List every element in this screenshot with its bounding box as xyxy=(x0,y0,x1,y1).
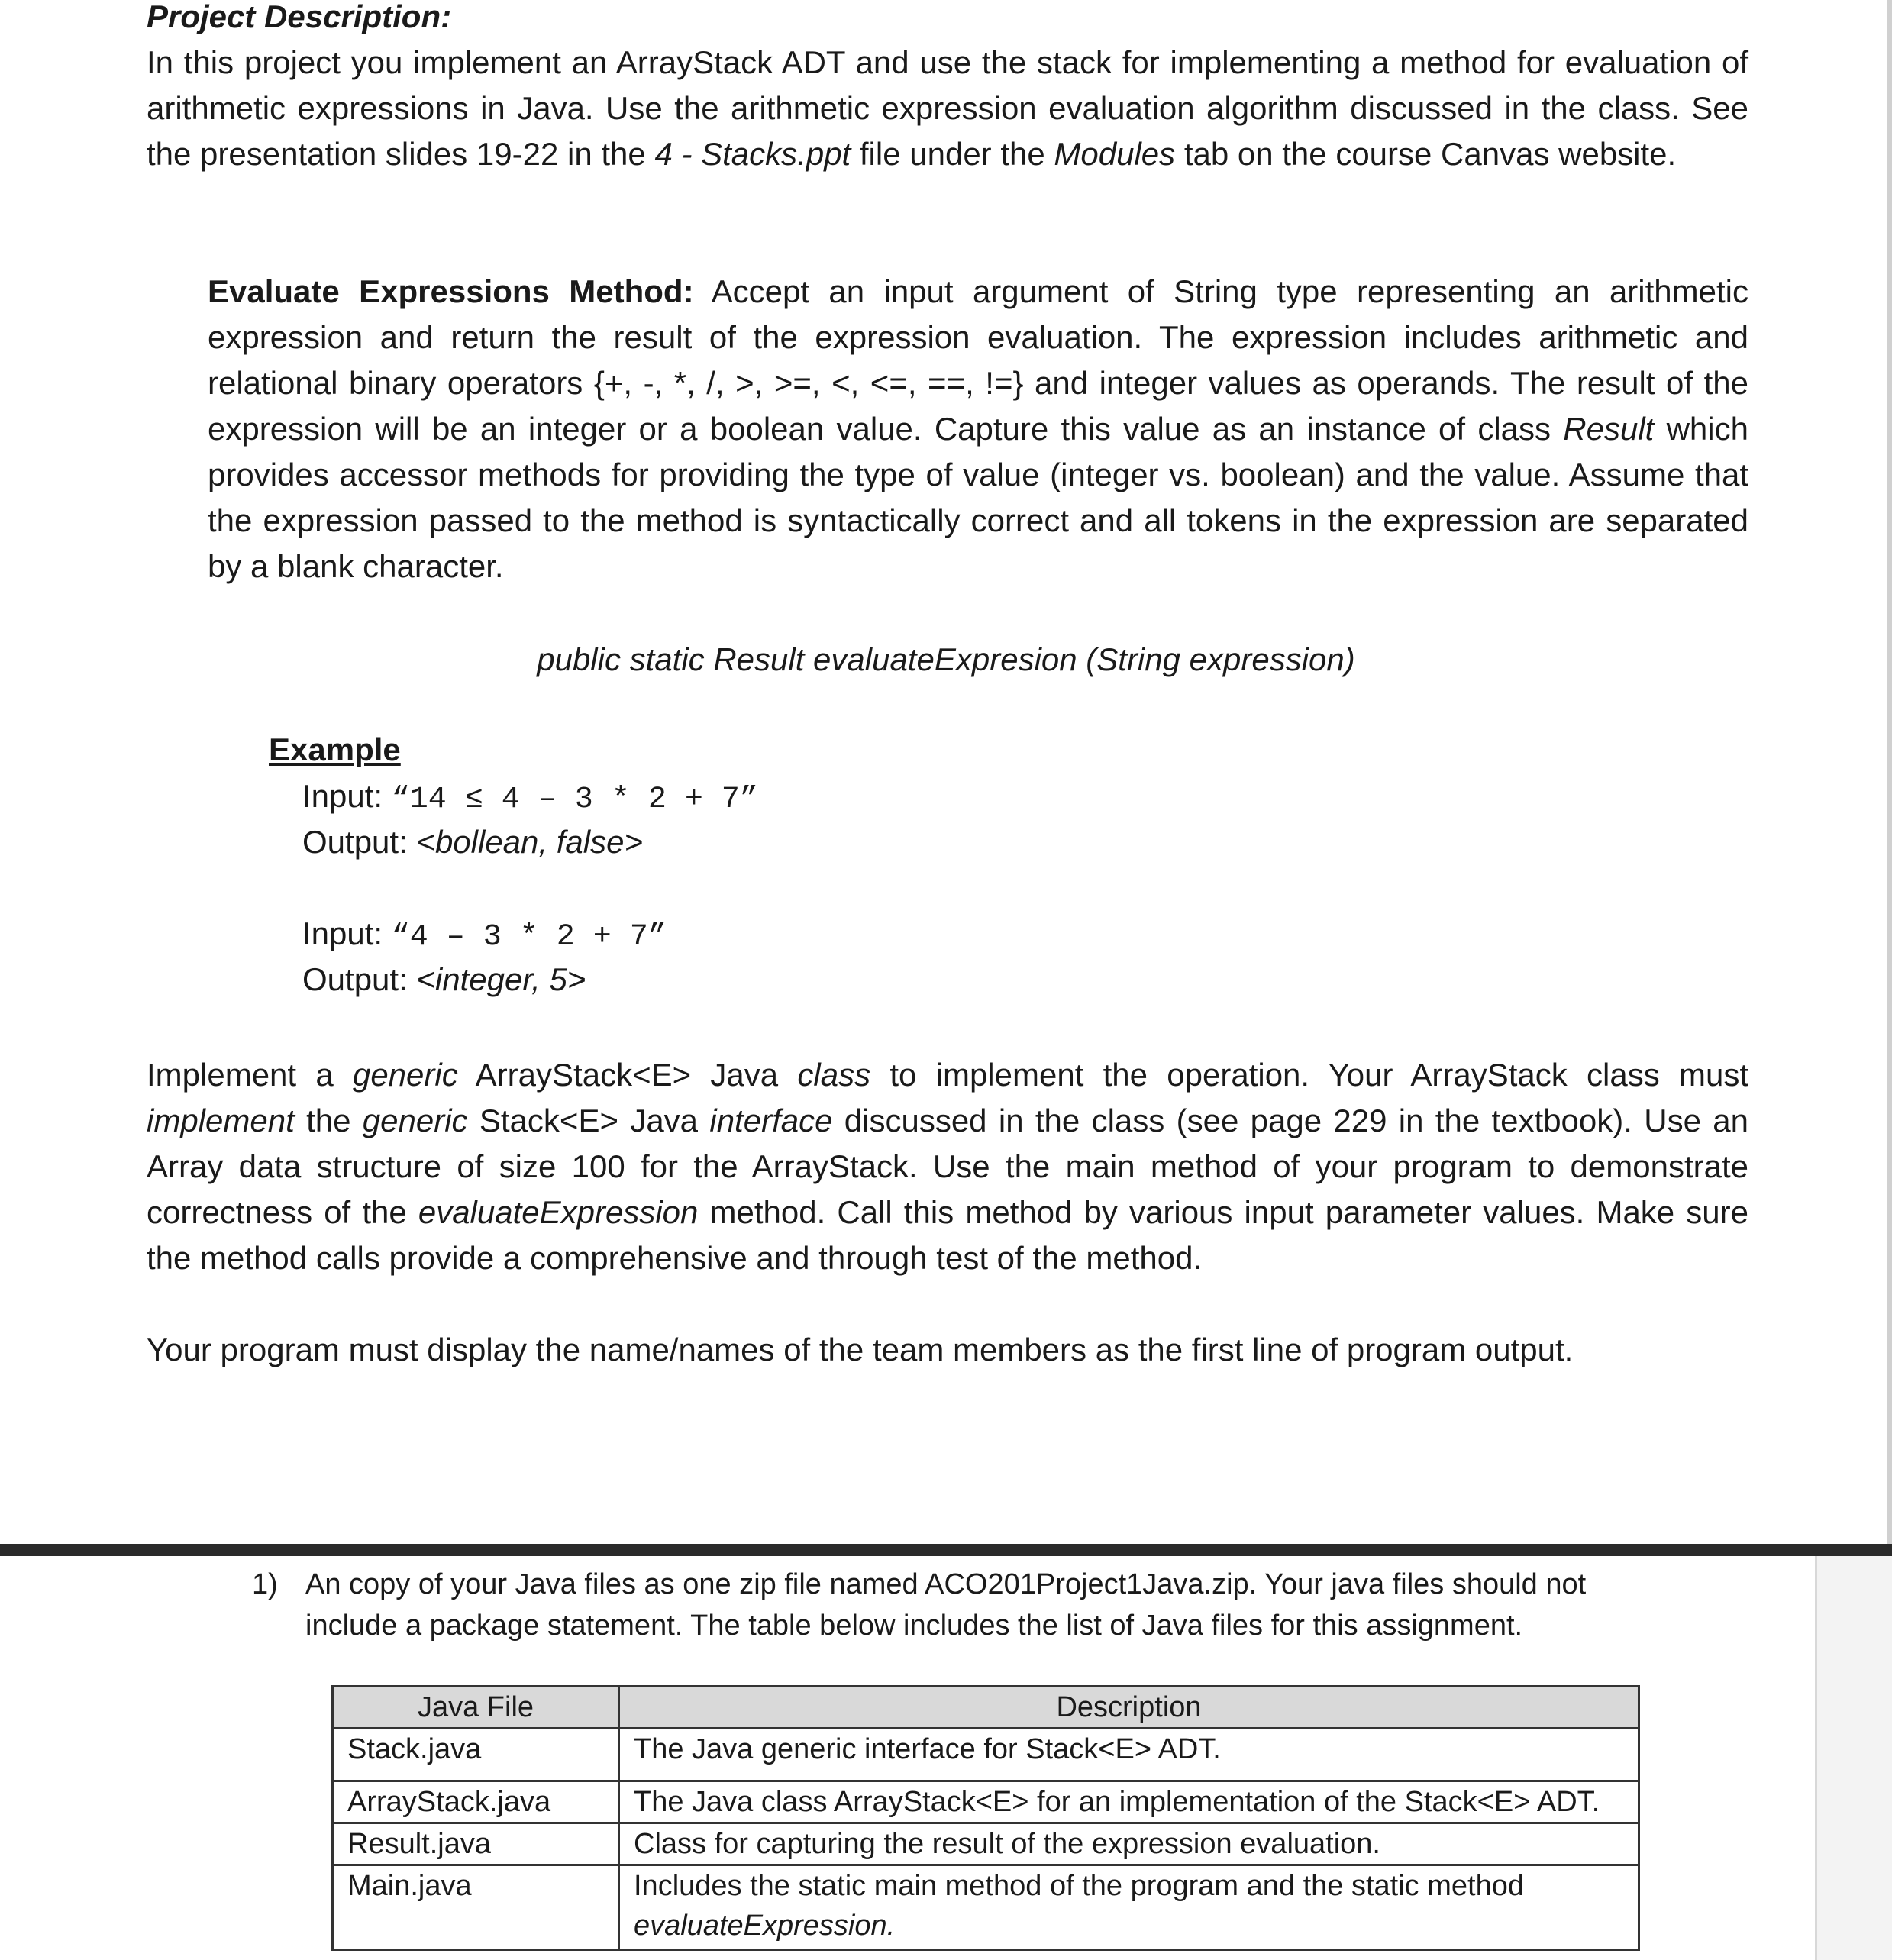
evaluate-method-label: Evaluate Expressions Method: xyxy=(208,273,694,309)
method-signature: public static Result evaluateExpresion (String expression) xyxy=(537,641,1355,677)
ppt-file-name: 4 - Stacks.ppt xyxy=(654,136,851,172)
evaluate-method-paragraph: Evaluate Expressions Method: Accept an input argument of String type representing an arithmetic expression and return the result of the expression evaluation. The expression includes arithmetic and relational binary operators {+, -, *, /, >, >=, <, <=, ==, !=} and integer values as operands. The result of the expression will be an integer or a boolean value. Capture this value as an instance of class Result which provides accessor methods for providing the type of value (integer vs. boolean) and the value. Assume that the expression passed to the method is syntactically correct and all tokens in the expression are separated by a blank character. xyxy=(208,273,1748,584)
table-row xyxy=(333,1729,1639,1781)
modules-tab-name: Modules xyxy=(1054,136,1176,172)
evaluate-expression-method-name: evaluateExpression xyxy=(418,1194,699,1230)
description-cell: The Java generic interface for Stack<E> ADT. xyxy=(619,1729,1639,1781)
example-title: Example xyxy=(269,731,401,767)
file-cell: ArrayStack.java xyxy=(333,1781,619,1823)
result-class-name: Result xyxy=(1563,411,1655,447)
file-cell: Result.java xyxy=(333,1823,619,1865)
table-row xyxy=(333,1781,1639,1823)
example-input-2: Input: “4 – 3 * 2 + 7” xyxy=(302,915,667,954)
example-output-1: Output: <bollean, false> xyxy=(302,824,643,860)
java-files-table xyxy=(331,1685,1640,1951)
team-members-paragraph: Your program must display the name/names of the team members as the first line of program output. xyxy=(147,1332,1574,1367)
list-item-number: 1) xyxy=(252,1568,278,1600)
table-row xyxy=(333,1865,1639,1950)
table-header-row xyxy=(333,1687,1639,1729)
description-cell: The Java class ArrayStack<E> for an implementation of the Stack<E> ADT. xyxy=(619,1781,1639,1823)
screenshot-divider xyxy=(0,1544,1892,1556)
description-cell: Class for capturing the result of the expression evaluation. xyxy=(619,1823,1639,1865)
description-cell: Includes the static main method of the program and the static method evaluateExpression. xyxy=(619,1865,1639,1950)
example-output-2: Output: <integer, 5> xyxy=(302,961,586,997)
example-input-1: Input: “14 ≤ 4 – 3 * 2 + 7” xyxy=(302,778,758,817)
file-cell: Stack.java xyxy=(333,1729,619,1781)
header-java-file: Java File xyxy=(333,1687,619,1729)
file-cell: Main.java xyxy=(333,1865,619,1950)
table-row xyxy=(333,1823,1639,1865)
intro-paragraph: In this project you implement an ArrayStack ADT and use the stack for implementing a method for evaluation of arithmetic expressions in Java. Use the arithmetic expression evaluation algorithm discussed in the class. See the presentation slides 19-22 in the 4 - Stacks.ppt file under the Modules tab on the course Canvas website. xyxy=(147,44,1748,172)
project-description-heading: Project Description: xyxy=(147,0,452,34)
header-description: Description xyxy=(619,1687,1639,1729)
arraystack-paragraph: Implement a generic ArrayStack<E> Java class to implement the operation. Your ArrayStack class must implement the generic Stack<E> Java interface discussed in the class (see page 229 in the textbook). Use an Array data structure of size 100 for the ArrayStack. Use the main method of your program to demonstrate correctness of the evaluateExpression method. Call this method by various input parameter values. Make sure the method calls provide a comprehensive and through test of the method. xyxy=(147,1057,1748,1276)
list-item-text: An copy of your Java files as one zip file named ACO201Project1Java.zip. Your java files should not include a package statement. The table below includes the list of Java files for this assignment. xyxy=(305,1568,1587,1642)
